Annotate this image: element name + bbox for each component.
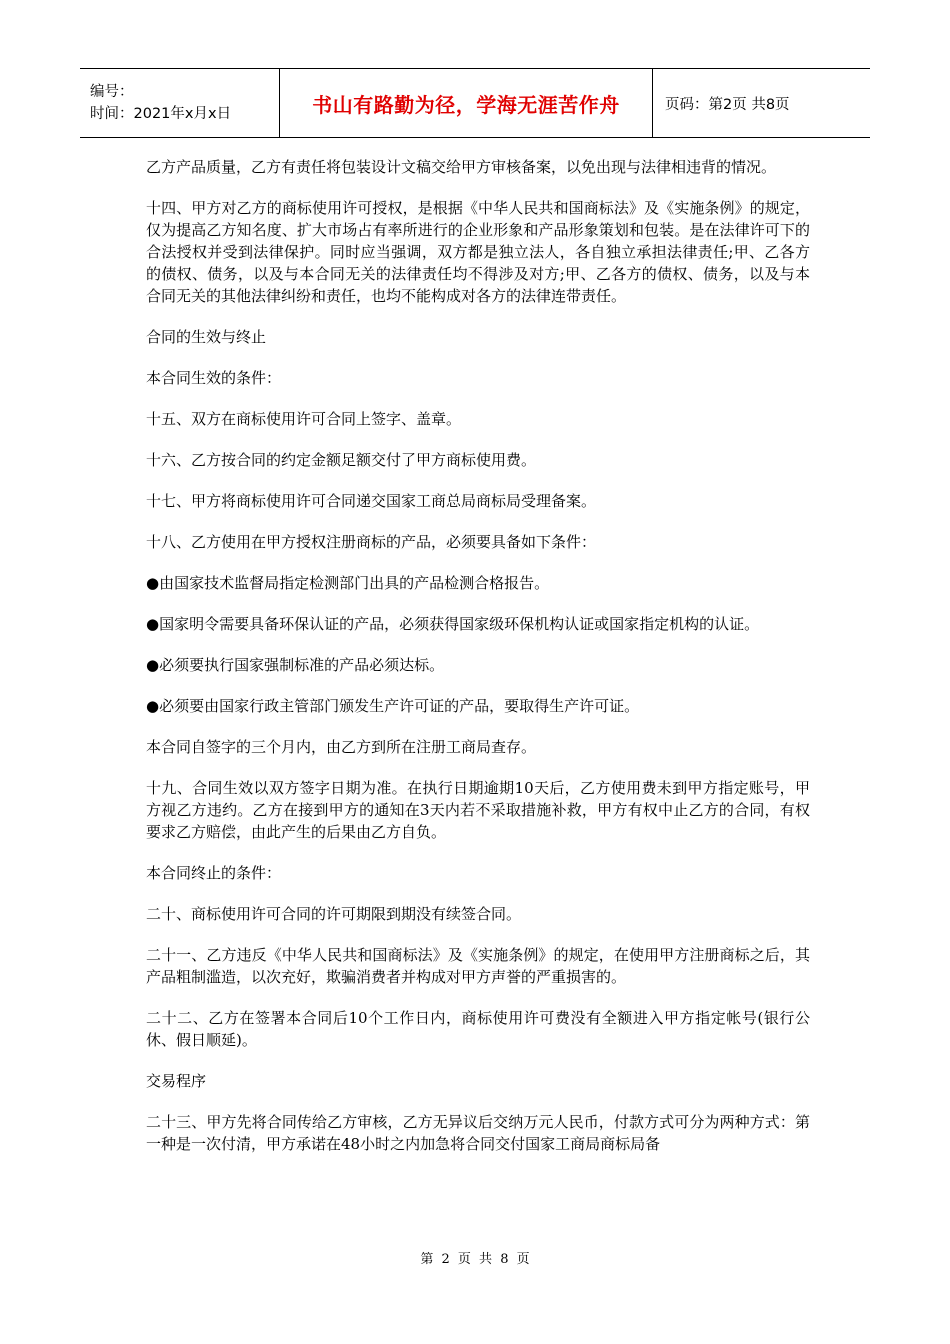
paragraph: 十七、甲方将商标使用许可合同递交国家工商总局商标局受理备案。 <box>146 492 597 510</box>
paragraph: 二十、商标使用许可合同的许可期限到期没有续签合同。 <box>146 905 522 923</box>
header-page-cell <box>653 69 870 137</box>
bullet-item: ●必须要由国家行政主管部门颁发生产许可证的产品，要取得生产许可证。 <box>146 697 640 715</box>
page-header <box>80 68 870 138</box>
header-motto: 书山有路勤为径，学海无涯苦作舟 <box>312 92 620 117</box>
paragraph: 二十三、甲方先将合同传给乙方审核，乙方无异议后交纳万元人民币，付款方式可分为两种方式：第一种是一次付清，甲方承诺在48小时之内加急将合同交付国家工商局商标局备 <box>146 1113 810 1153</box>
paragraph: 本合同自签字的三个月内，由乙方到所在注册工商局查存。 <box>146 738 537 756</box>
document-body <box>146 156 810 1174</box>
section-heading: 合同的生效与终止 <box>146 328 267 346</box>
document-number-label: 编号： <box>90 84 134 100</box>
bullet-item: ●由国家技术监督局指定检测部门出具的产品检测合格报告。 <box>146 574 550 592</box>
paragraph: 十九、合同生效以双方签字日期为准。在执行日期逾期10天后，乙方使用费未到甲方指定账号，甲方视乙方违约。乙方在接到甲方的通知在3天内若不采取措施补救，甲方有权中止乙方的合同，有权要求乙方赔偿，由此产生的后果由乙方自负。 <box>146 779 810 841</box>
paragraph: 十六、乙方按合同的约定金额足额交付了甲方商标使用费。 <box>146 451 537 469</box>
page-footer: 第 2 页 共 8 页 <box>420 1252 530 1267</box>
header-motto-cell <box>280 69 653 137</box>
paragraph: 乙方产品质量，乙方有责任将包装设计文稿交给甲方审核备案，以免出现与法律相违背的情况。 <box>146 158 777 176</box>
section-heading: 交易程序 <box>146 1072 207 1090</box>
paragraph: 十五、双方在商标使用许可合同上签字、盖章。 <box>146 410 462 428</box>
document-date: 时间：2021年x月x日 <box>90 106 232 122</box>
header-left-cell <box>80 69 280 137</box>
paragraph: 本合同终止的条件： <box>146 864 282 882</box>
paragraph: 二十一、乙方违反《中华人民共和国商标法》及《实施条例》的规定，在使用甲方注册商标之后，其产品粗制滥造，以次充好，欺骗消费者并构成对甲方声誉的严重损害的。 <box>146 946 810 986</box>
bullet-item: ●国家明令需要具备环保认证的产品，必须获得国家级环保机构认证或国家指定机构的认证。 <box>146 615 760 633</box>
header-page-number: 页码：第2页 共8页 <box>665 96 790 113</box>
paragraph: 十四、甲方对乙方的商标使用许可授权，是根据《中华人民共和国商标法》及《实施条例》的规定，仅为提高乙方知名度、扩大市场占有率所进行的企业形象和产品形象策划和包装。是在法律许可下的合法授权并受到法律保护。同时应当强调，双方都是独立法人，各自独立承担法律责任;甲、乙各方的债权、债务，以及与本合同无关的法律责任均不得涉及对方;甲、乙各方的债权、债务，以及与本合同无关的其他法律纠纷和责任，也均不能构成对各方的法律连带责任。 <box>146 199 810 305</box>
paragraph: 十八、乙方使用在甲方授权注册商标的产品，必须要具备如下条件： <box>146 533 597 551</box>
bullet-item: ●必须要执行国家强制标准的产品必须达标。 <box>146 656 445 674</box>
paragraph: 二十二、乙方在签署本合同后10个工作日内，商标使用许可费没有全额进入甲方指定帐号(银行公休、假日顺延)。 <box>146 1009 810 1049</box>
paragraph: 本合同生效的条件： <box>146 369 282 387</box>
